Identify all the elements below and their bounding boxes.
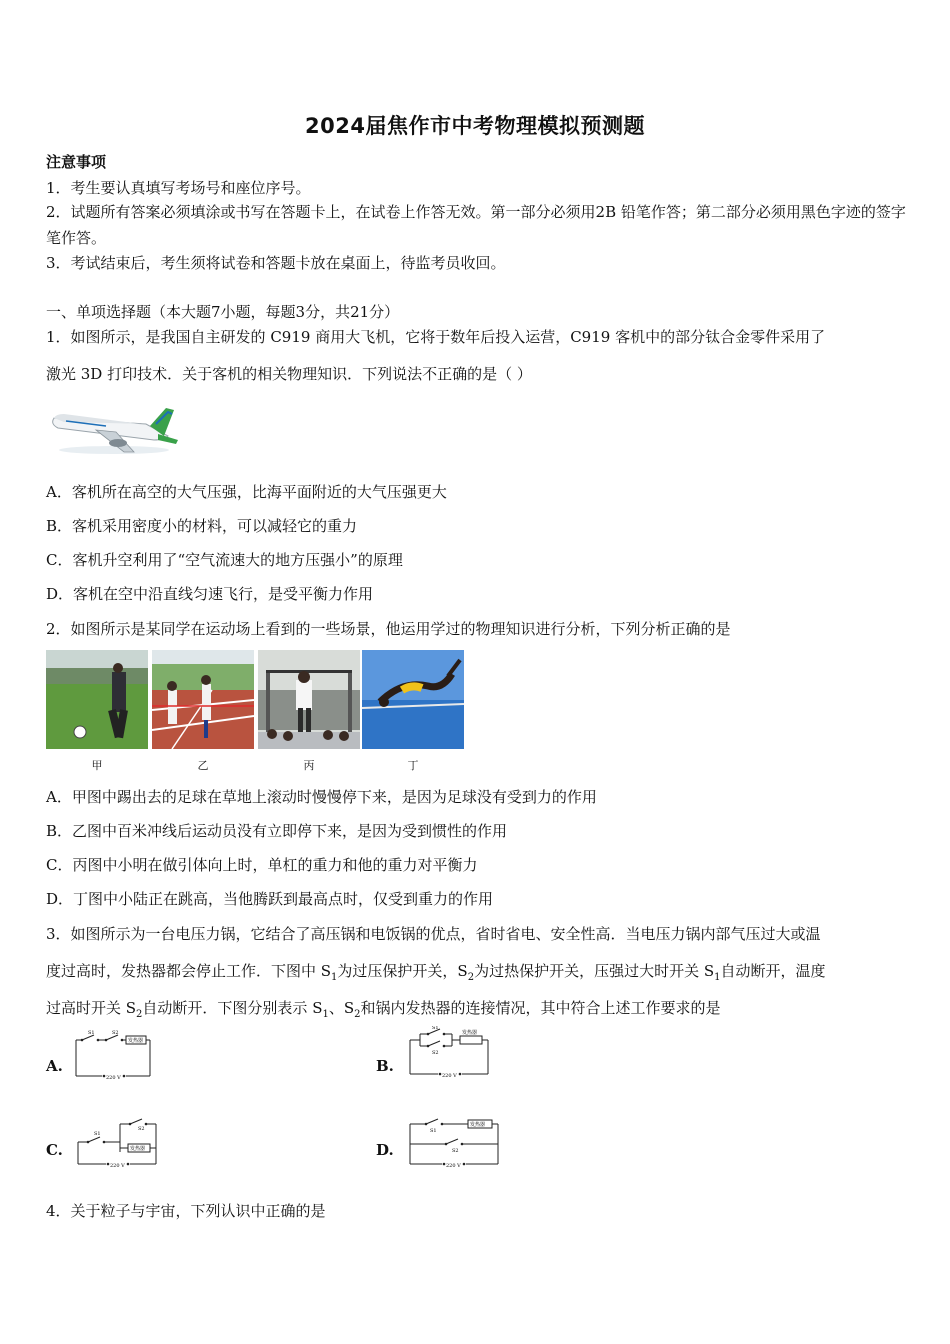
q4-stem: 4．关于粒子与宇宙，下列认识中正确的是: [46, 1202, 326, 1220]
circuit-b-diagram: [406, 1026, 492, 1080]
q2-option-a: A．甲图中踢出去的足球在草地上滚动时慢慢停下来，是因为足球没有受到力的作用: [46, 788, 597, 806]
q3-stem-line2: 度过高时，发热器都会停止工作．下图中 $S_1$为过压保护开关，$S_2$为过热保护开关，压强过大时开关 $S_1$自动断开，温度: [46, 962, 826, 983]
circuit-d-heater: 发热器: [470, 1122, 486, 1128]
circuit-a-s2: S2: [112, 1030, 119, 1036]
circuit-b-voltage: 220 V: [442, 1073, 457, 1079]
circuit-a-voltage: 220 V: [106, 1075, 121, 1081]
notice-heading: 注意事项: [46, 153, 107, 171]
q3-option-a-label: A.: [46, 1057, 63, 1075]
q1-option-b: B．客机采用密度小的材料，可以减轻它的重力: [46, 517, 358, 535]
q1-stem-line2: 激光 3D 打印技术．关于客机的相关物理知识．下列说法不正确的是（ ）: [46, 365, 532, 383]
circuit-b-heater: 发热器: [462, 1030, 478, 1036]
page-title: 2024届焦作市中考物理模拟预测题: [305, 114, 645, 138]
photo-soccer: [46, 650, 148, 749]
q3-option-d-label: D.: [376, 1141, 394, 1159]
circuit-c-voltage: 220 V: [110, 1163, 125, 1169]
caption-ding: 丁: [407, 759, 419, 772]
photo-high-jump: [362, 650, 464, 749]
circuit-b-s2: S2: [432, 1050, 439, 1056]
circuit-a-s1: S1: [88, 1030, 95, 1036]
q2-option-c: C．丙图中小明在做引体向上时，单杠的重力和他的重力对平衡力: [46, 856, 478, 874]
q1-stem-line1: 1．如图所示，是我国自主研发的 C919 商用大飞机，它将于数年后投入运营，C919 客机中的部分钛合金零件采用了: [46, 328, 826, 346]
q1-option-c: C．客机升空利用了“空气流速大的地方压强小”的原理: [46, 551, 403, 569]
q3-option-c-label: C.: [46, 1141, 63, 1159]
circuit-c-diagram: [74, 1112, 162, 1170]
caption-jia: 甲: [91, 759, 103, 772]
circuit-c-s1: S1: [94, 1131, 101, 1137]
c919-airplane-image: [46, 400, 182, 458]
circuit-d-diagram: [406, 1112, 502, 1170]
circuit-d-s2: S2: [452, 1148, 459, 1154]
q2-option-b: B．乙图中百米冲线后运动员没有立即停下来，是因为受到惯性的作用: [46, 822, 508, 840]
q3-stem-line1: 3．如图所示为一台电压力锅，它结合了高压锅和电饭锅的优点，省时省电、安全性高．当电压力锅内部气压过大或温: [46, 925, 821, 943]
notice-item-3: 3．考试结束后，考生须将试卷和答题卡放在桌面上，待监考员收回。: [46, 254, 506, 272]
q1-option-d: D．客机在空中沿直线匀速飞行，是受平衡力作用: [46, 585, 374, 603]
caption-bing: 丙: [303, 759, 315, 772]
circuit-b-s1: S1: [432, 1026, 439, 1031]
q2-option-d: D．丁图中小陆正在跳高，当他腾跃到最高点时，仅受到重力的作用: [46, 890, 494, 908]
photo-sprint: [152, 650, 254, 749]
circuit-d-voltage: 220 V: [446, 1163, 461, 1169]
circuit-a-diagram: [74, 1030, 154, 1082]
notice-item-2: 2．试题所有答案必须填涂或书写在答题卡上，在试卷上作答无效。第一部分必须用2B 铅笔作答；第二部分必须用黑色字迹的签字笔作答。: [46, 203, 906, 247]
q2-stem: 2．如图所示是某同学在运动场上看到的一些场景，他运用学过的物理知识进行分析，下列分析正确的是: [46, 620, 731, 638]
section-heading: 一、单项选择题（本大题7小题，每题3分，共21分）: [46, 303, 400, 321]
circuit-a-heater: 发热器: [128, 1038, 144, 1044]
q1-option-a: A．客机所在高空的大气压强，比海平面附近的大气压强更大: [46, 483, 447, 501]
q3-stem-line3: 过高时开关 $S_2$自动断开．下图分别表示 $S_1$、$S_2$和锅内发热器的连接情况，其中符合上述工作要求的是: [46, 999, 721, 1020]
notice-item-1: 1．考生要认真填写考场号和座位序号。: [46, 179, 311, 197]
photo-pullup: [258, 650, 360, 749]
circuit-d-s1: S1: [430, 1128, 437, 1134]
q3-option-b-label: B.: [376, 1057, 394, 1075]
caption-yi: 乙: [197, 759, 209, 772]
circuit-c-heater: 发热器: [130, 1146, 146, 1152]
circuit-c-s2: S2: [138, 1126, 145, 1132]
